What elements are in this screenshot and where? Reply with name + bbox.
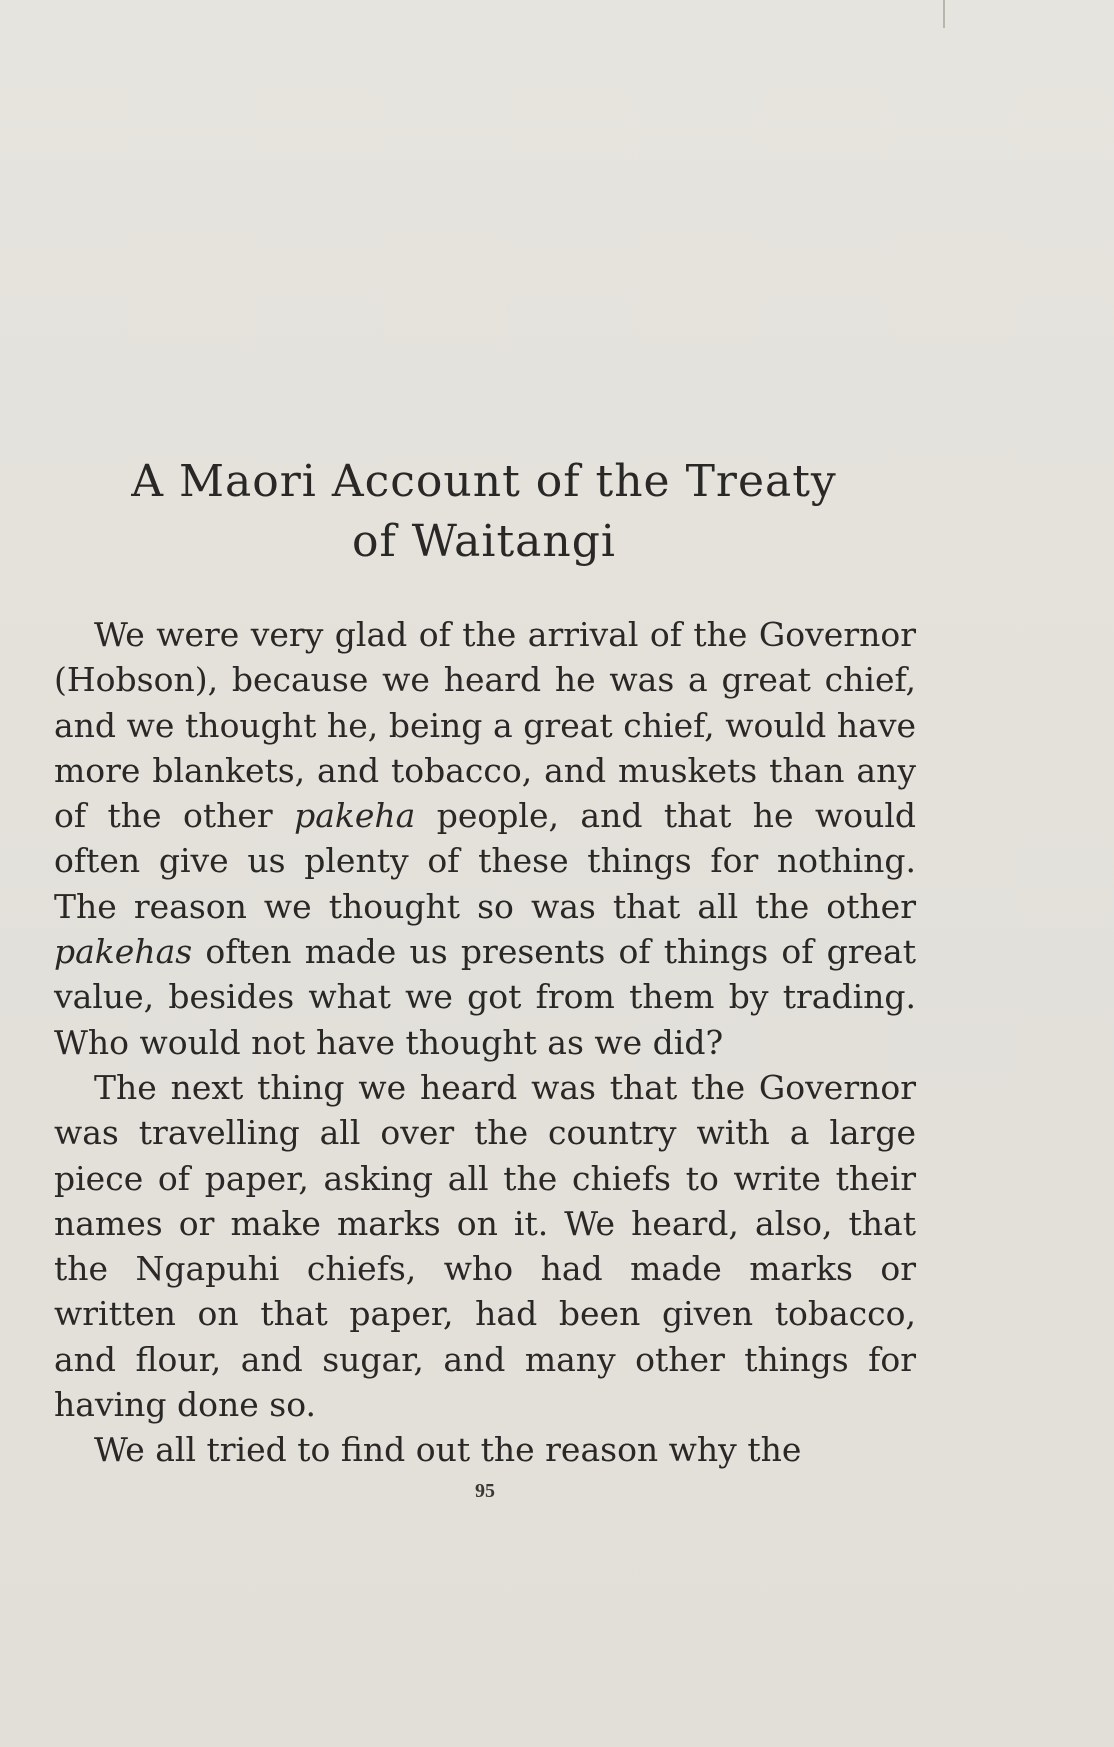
text-line: having done so. bbox=[54, 1385, 316, 1425]
page-number: 95 bbox=[475, 1480, 495, 1502]
text-line bbox=[54, 793, 916, 838]
text-line bbox=[54, 929, 916, 974]
text-line: often give us plenty of these things for nothing. bbox=[54, 841, 916, 881]
text-line: We all tried to find out the reason why the bbox=[94, 1430, 802, 1470]
text-line: piece of paper, asking all the chiefs to write their bbox=[54, 1158, 916, 1198]
text-line: written on that paper, had been given tobacco, bbox=[54, 1294, 916, 1334]
text-line: was travelling all over the country with a large bbox=[54, 1113, 916, 1153]
italic-term: pakeha bbox=[294, 796, 416, 836]
chapter-title-line-2: of Waitangi bbox=[352, 516, 616, 567]
text-line: (Hobson), because we heard he was a great chief, bbox=[54, 660, 916, 700]
text-line: names or make marks on it. We heard, also, that bbox=[54, 1203, 916, 1243]
italic-term: pakehas bbox=[54, 932, 193, 972]
text-line: the Ngapuhi chiefs, who had made marks or bbox=[54, 1249, 916, 1289]
text-line: and flour, and sugar, and many other things for bbox=[54, 1339, 916, 1379]
chapter-title-line-1: A Maori Account of the Treaty bbox=[131, 456, 837, 507]
body-text bbox=[54, 612, 916, 1473]
text-line: The next thing we heard was that the Governor bbox=[94, 1067, 916, 1107]
page-edge-mark bbox=[943, 0, 945, 28]
text-line: Who would not have thought as we did? bbox=[54, 1022, 724, 1062]
text-line: and we thought he, being a great chief, would have bbox=[54, 705, 916, 745]
text-run: people, and that he would bbox=[415, 796, 917, 836]
text-line: value, besides what we got from them by trading. bbox=[54, 977, 916, 1017]
text-line: more blankets, and tobacco, and muskets than any bbox=[54, 750, 916, 790]
text-line: The reason we thought so was that all the other bbox=[54, 886, 916, 926]
text-run: often made us presents of things of great bbox=[192, 932, 916, 972]
text-run: of the other bbox=[54, 796, 295, 836]
text-line: We were very glad of the arrival of the Governor bbox=[94, 615, 916, 654]
